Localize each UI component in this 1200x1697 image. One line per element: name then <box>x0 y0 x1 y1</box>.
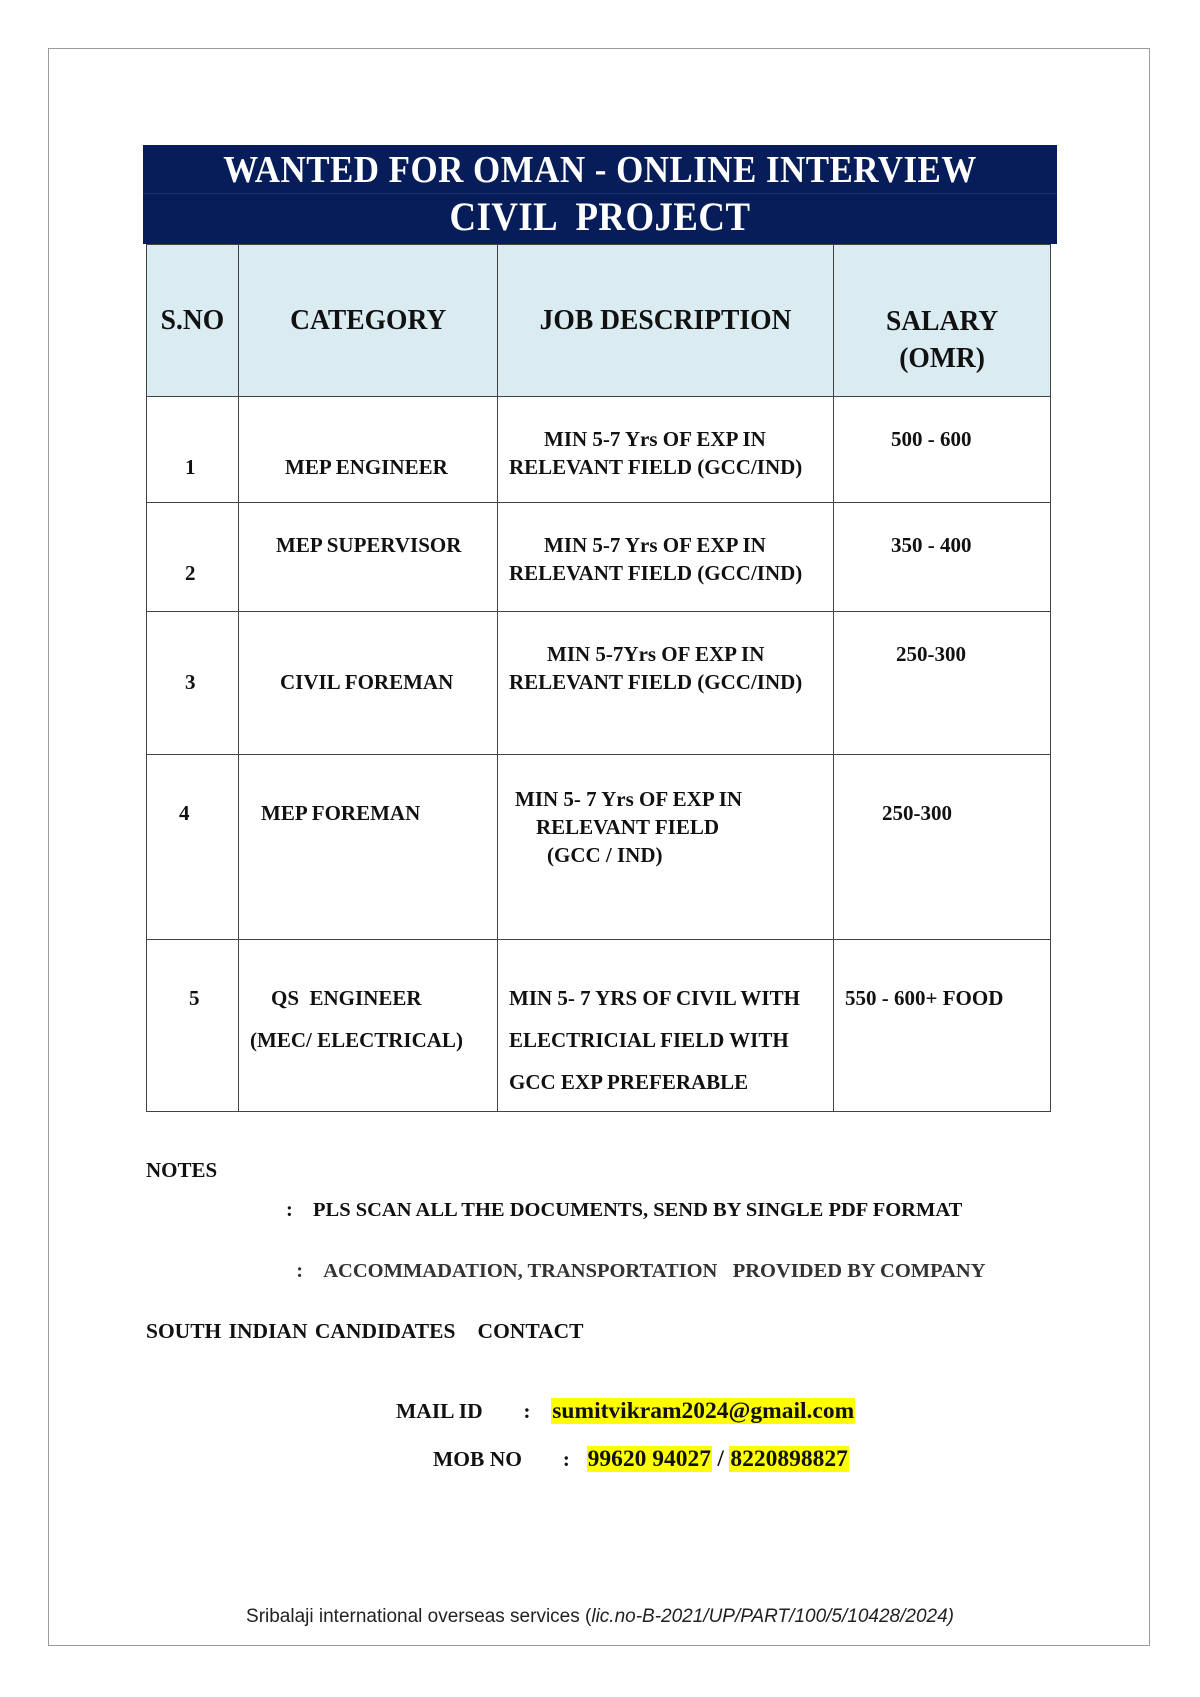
header-sno: S.NO <box>147 245 239 397</box>
title-banner <box>143 145 1057 244</box>
cell-sno: 2 <box>147 503 239 612</box>
cell-description: MIN 5-7 Yrs OF EXP IN RELEVANT FIELD (GCC/IND) <box>498 397 834 503</box>
jobs-table <box>146 244 1051 1112</box>
cell-category: CIVIL FOREMAN <box>239 612 498 755</box>
footer-license: Sribalaji international overseas services (lic.no-B-2021/UP/PART/100/5/10428/2024) <box>246 1606 954 1627</box>
cell-salary: 500 - 600 <box>834 397 1051 503</box>
table-row <box>147 612 1051 755</box>
email-link[interactable]: sumitvikram2024@gmail.com <box>552 1398 855 1424</box>
table-row <box>147 940 1051 1112</box>
cell-sno: 1 <box>147 397 239 503</box>
header-salary: SALARY (OMR) <box>834 245 1051 397</box>
cell-category: MEP ENGINEER <box>239 397 498 503</box>
cell-sno: 4 <box>147 755 239 940</box>
cell-salary: 350 - 400 <box>834 503 1051 612</box>
cell-sno: 5 <box>147 940 239 1112</box>
title-line-2: CIVIL PROJECT <box>449 194 751 239</box>
table-row <box>147 755 1051 940</box>
cell-category: MEP SUPERVISOR <box>239 503 498 612</box>
table-row <box>147 397 1051 503</box>
phone-number-2[interactable]: 8220898827 <box>730 1446 848 1472</box>
mobile-row: MOB NO : 99620 94027 / 8220898827 <box>433 1446 848 1472</box>
cell-sno: 3 <box>147 612 239 755</box>
mail-label: MAIL ID <box>396 1399 483 1423</box>
cell-category: MEP FOREMAN <box>239 755 498 940</box>
cell-description: MIN 5-7Yrs OF EXP IN RELEVANT FIELD (GCC/IND) <box>498 612 834 755</box>
cell-description: MIN 5- 7 Yrs OF EXP IN RELEVANT FIELD (GCC / IND) <box>498 755 834 940</box>
phone-number-1[interactable]: 99620 94027 <box>587 1446 712 1472</box>
cell-salary: 250-300 <box>834 755 1051 940</box>
mail-row: MAIL ID : sumitvikram2024@gmail.com <box>396 1398 855 1424</box>
cell-category: QS ENGINEER (MEC/ ELECTRICAL) <box>239 940 498 1112</box>
cell-salary: 250-300 <box>834 612 1051 755</box>
notes-heading: NOTES <box>146 1158 218 1182</box>
header-category: CATEGORY <box>239 245 498 397</box>
header-job-description: JOB DESCRIPTION <box>498 245 834 397</box>
table-row <box>147 503 1051 612</box>
cell-description: MIN 5-7 Yrs OF EXP IN RELEVANT FIELD (GCC/IND) <box>498 503 834 612</box>
contact-heading: SOUTH INDIAN CANDIDATES CONTACT <box>146 1319 584 1343</box>
cell-salary: 550 - 600+ FOOD <box>834 940 1051 1112</box>
title-line-1: WANTED FOR OMAN - ONLINE INTERVIEW <box>223 149 977 191</box>
table-header-row <box>147 245 1051 397</box>
note-item: : PLS SCAN ALL THE DOCUMENTS, SEND BY SINGLE PDF FORMAT <box>286 1199 963 1221</box>
mobile-label: MOB NO <box>433 1447 522 1471</box>
cell-description: MIN 5- 7 YRS OF CIVIL WITH ELECTRICIAL FIELD WITH GCC EXP PREFERABLE <box>498 940 834 1112</box>
note-item: : ACCOMMADATION, TRANSPORTATION PROVIDED BY COMPANY <box>296 1260 986 1282</box>
